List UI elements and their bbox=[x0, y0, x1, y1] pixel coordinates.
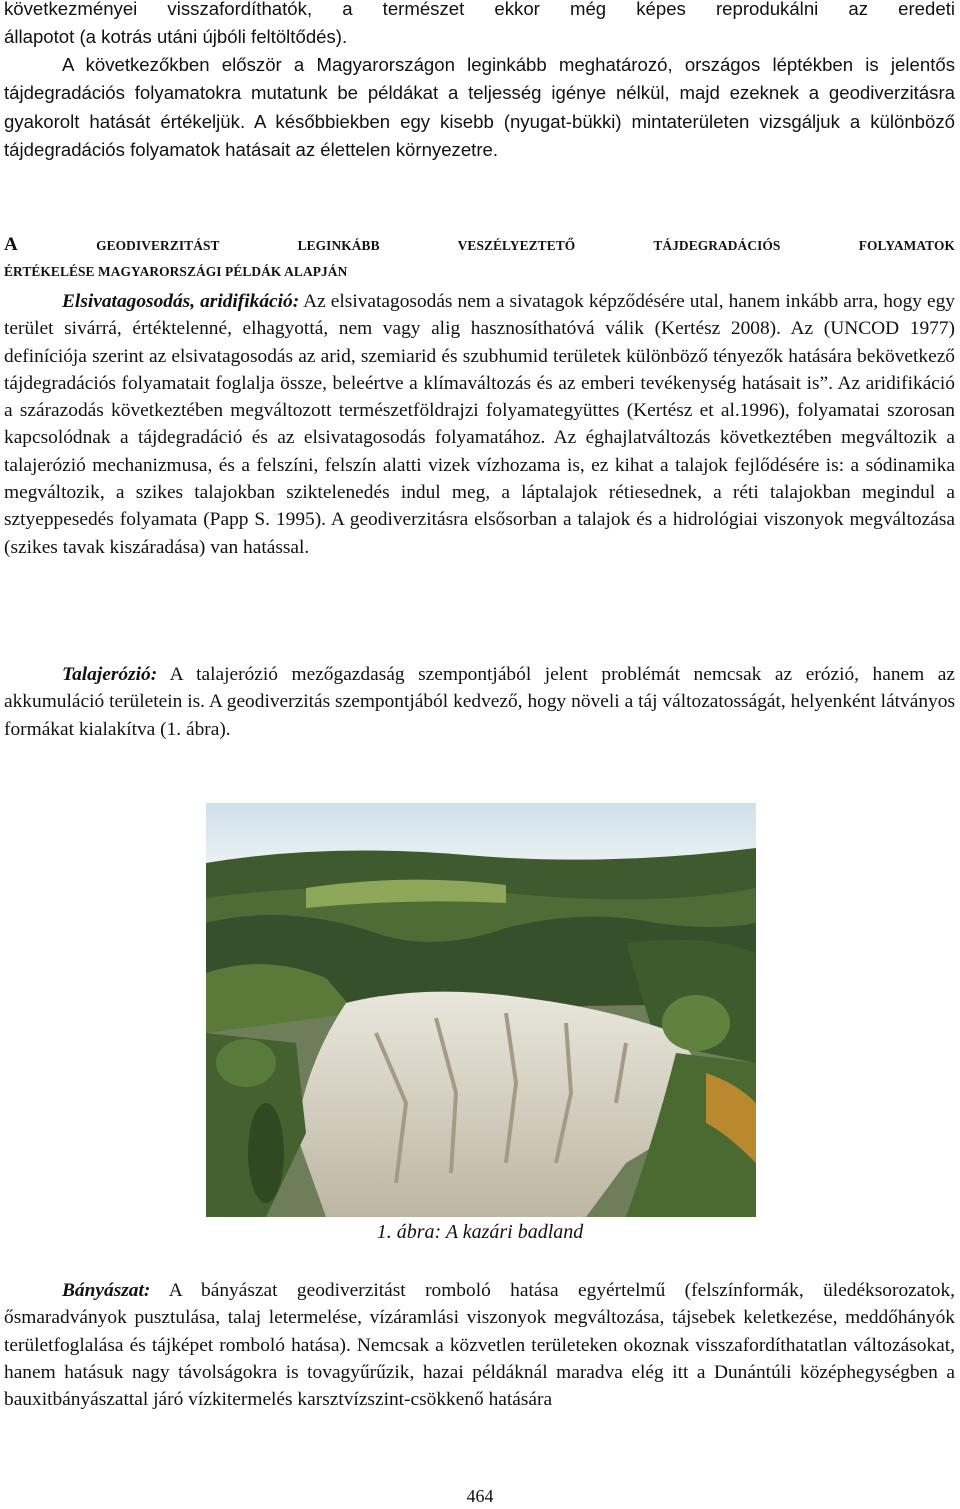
paragraph-banyaszat bbox=[4, 1277, 955, 1413]
figure-caption: 1. ábra: A kazári badland bbox=[376, 1221, 584, 1243]
figure-badland-photo bbox=[206, 803, 756, 1217]
term-elsivatagosodas: Elsivatagosodás, aridifikáció: bbox=[62, 291, 300, 312]
page-number: 464 bbox=[466, 1486, 494, 1506]
paragraph-banyaszat-text: A bányászat geodiverzitást romboló hatása egyértelmű (felszínformák, üledéksorozatok, ősmaradványok pusztulása, talaj letermelése, vízáramlási viszonyok megváltozása, tájsebek keletkezése, meddőhányók területfoglalása és tájképet romboló hatása). Nemcsak a közvetlen területeken okoznak visszafordíthatatlan változásokat, hanem hatásuk nagy távolságokra is tovagyűrűzik, hazai példáknál maradva elég itt a Dunántúli középhegységben a bauxitbányászattal járó vízkitermelés karsztvízszint-csökkenő hatására bbox=[4, 1280, 955, 1411]
paragraph-elsivatagosodas bbox=[4, 288, 955, 561]
paragraph-elsivatagosodas-text: Az elsivatagosodás nem a sivatagok képződésére utal, hanem inkább arra, hogy egy terület sivárrá, értéktelenné, elhagyottá, nem vagy alig hasznosíthatóvá válik (Kertész 2008). Az (UNCOD 1977) definíciója szerint az elsivatagosodás az arid, szemiarid és szubhumid területek különböző tényezők hatására bekövetkező tájdegradációs folyamatait foglalja össze, beleértve a klímaváltozás és az emberi tevékenység hatásait is”. Az aridifikáció a szárazodás következtében megváltozott természetföldrajzi folyamategyüttes (Kertész et al.1996), folyamatai szorosan kapcsolódnak a tájdegradáció és az elsivatagosodás folyamatához. Az éghajlatváltozás következtében megváltozik a talajerózió mechanizmusa, és a felszíni, felszín alatti vizek vízhozama is, ez kihat a talajok fejlődésére is: a sódinamika megváltozik, a szikes talajokban sziktelenedés indul meg, a láptalajok rétiesednek, a réti talajokban megindul a sztyeppesedés folyamata (Papp S. 1995). A geodiverzitásra elsősorban a talajok és a hidrológiai viszonyok megváltozása (szikes tavak kiszáradása) van hatással. bbox=[4, 291, 955, 558]
section-heading-line-1 bbox=[4, 232, 955, 259]
intro-line-1: következményei visszafordíthatók, a természet ekkor még képes reprodukálni az eredeti bbox=[4, 0, 955, 19]
term-banyaszat: Bányászat: bbox=[62, 1280, 151, 1301]
section-heading-line-2: ÉRTÉKELÉSE MAGYARORSZÁGI PÉLDÁK ALAPJÁN bbox=[4, 264, 348, 279]
term-talajerozio: Talajerózió: bbox=[62, 664, 158, 685]
intro-line-2: állapotot (a kotrás utáni újbóli feltöltődés). bbox=[4, 26, 348, 47]
badland-photo-illustration bbox=[206, 803, 756, 1217]
heading-initial: A bbox=[4, 234, 18, 255]
heading-line-1-text: GEODIVERZITÁST LEGINKÁBB VESZÉLYEZTETŐ TÁJDEGRADÁCIÓS FOLYAMATOK bbox=[17, 238, 955, 253]
paragraph-talajerozio bbox=[4, 661, 955, 743]
intro-paragraph: A következőkben először a Magyarországon leginkább meghatározó, országos léptékben is jelentős tájdegradációs folyamatokra mutatunk be példákat a teljesség igénye nélkül, majd ezeknek a geodiverzitásra gyakorolt hatását értékeljük. A későbbiekben egy kisebb (nyugat-bükki) mintaterületen vizsgáljuk a különböző tájdegradációs folyamatok hatásait az élettelen környezetre. bbox=[4, 54, 955, 161]
paragraph-talajerozio-text: A talajerózió mezőgazdaság szempontjából jelent problémát nemcsak az erózió, hanem az akkumuláció területein is. A geodiverzitás szempontjából kedvező, hogy növeli a táj változatosságát, helyenként látványos formákat kialakítva (1. ábra). bbox=[4, 664, 955, 740]
